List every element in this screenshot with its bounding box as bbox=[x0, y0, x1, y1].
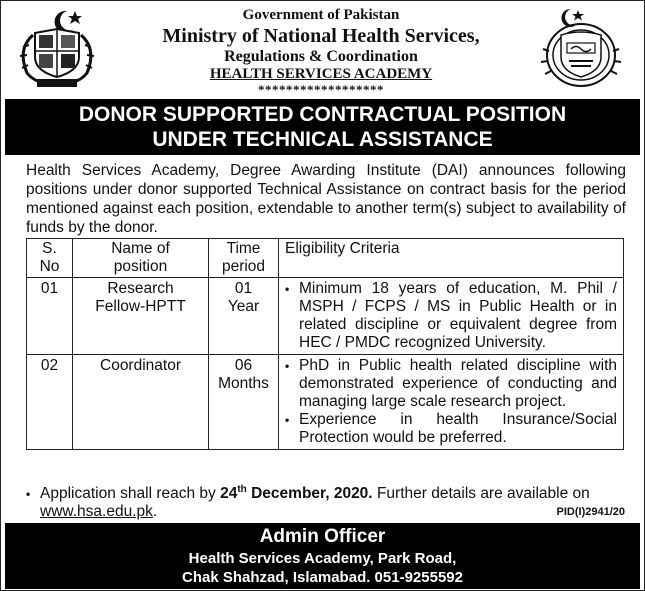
title-banner bbox=[5, 99, 640, 155]
table-header-row bbox=[27, 239, 624, 278]
criteria-text: PhD in Public health related discipline with demonstrated experience of conducting and managing large scale research project. bbox=[299, 357, 617, 410]
header-time-line1: Time bbox=[226, 240, 261, 257]
star-divider: ****************** bbox=[258, 82, 384, 97]
footer-address-line1: Health Services Academy, Park Road, bbox=[188, 550, 457, 567]
table-row bbox=[27, 355, 624, 450]
position-name-line1: Research bbox=[107, 280, 174, 297]
header-sno-line1: S. bbox=[42, 240, 57, 257]
header-eligibility: Eligibility Criteria bbox=[279, 239, 624, 278]
row-eligibility bbox=[279, 278, 624, 355]
criteria-item bbox=[285, 357, 617, 411]
deadline-date bbox=[220, 485, 373, 502]
government-title: Government of Pakistan bbox=[242, 7, 400, 23]
header-name bbox=[73, 239, 209, 278]
header-time-line2: period bbox=[221, 258, 266, 275]
criteria-item bbox=[285, 280, 617, 352]
footer-address-line2: Chak Shahzad, Islamabad. 051-9255592 bbox=[182, 569, 463, 586]
position-name-line1: Coordinator bbox=[100, 357, 181, 374]
row-eligibility bbox=[279, 355, 624, 450]
positions-table bbox=[26, 238, 624, 450]
row-time-period bbox=[209, 278, 279, 355]
row-sno: 02 bbox=[27, 355, 73, 450]
title-line-2: UNDER TECHNICAL ASSISTANCE bbox=[152, 128, 493, 151]
application-prefix: Application shall reach by bbox=[40, 485, 216, 502]
intro-paragraph: Health Services Academy, Degree Awarding Institute (DAI) announces following positions under donor supported Technical Assistance on contract basis for the period mentioned against each position, extendable to another term(s) subject to availability of funds by the donor. bbox=[26, 162, 626, 236]
state-emblem-icon bbox=[9, 5, 105, 91]
header bbox=[1, 1, 645, 97]
bullet-icon: • bbox=[285, 282, 290, 296]
application-further: Further details are available on bbox=[376, 485, 590, 502]
position-name-line2: Fellow-HPTT bbox=[95, 298, 186, 315]
deadline-day: 24 bbox=[220, 485, 238, 502]
footer-title: Admin Officer bbox=[259, 526, 386, 547]
deadline-day-suffix: th bbox=[237, 483, 247, 495]
header-sno bbox=[27, 239, 73, 278]
application-end: . bbox=[152, 503, 158, 520]
academy-title: HEALTH SERVICES ACADEMY bbox=[209, 66, 433, 82]
pid-number: PID(I)2941/20 bbox=[556, 506, 625, 518]
header-sno-line2: No bbox=[39, 258, 60, 275]
bullet-icon: • bbox=[285, 413, 290, 427]
row-position-name bbox=[73, 278, 209, 355]
time-period-value: 01 bbox=[234, 280, 253, 297]
table-row bbox=[27, 278, 624, 355]
bullet-icon: • bbox=[285, 359, 290, 373]
regulations-title: Regulations & Coordination bbox=[224, 48, 418, 65]
header-time bbox=[209, 239, 279, 278]
academy-logo-icon bbox=[531, 5, 631, 91]
header-name-line2: position bbox=[113, 258, 168, 275]
time-period-unit: Months bbox=[218, 375, 269, 392]
ministry-title: Ministry of National Health Services, bbox=[162, 25, 480, 47]
time-period-value: 06 bbox=[234, 357, 253, 374]
bullet-icon: • bbox=[26, 487, 31, 501]
header-name-line1: Name of bbox=[111, 240, 170, 257]
footer-banner bbox=[5, 523, 640, 589]
criteria-item bbox=[285, 411, 617, 447]
deadline-month-year: December, 2020. bbox=[251, 485, 373, 502]
criteria-text: Minimum 18 years of education, M. Phil / MSPH / FCPS / MS in Public Health or in related discipline or equivalent degree from HEC / PMDC recognized University. bbox=[299, 280, 617, 351]
row-position-name bbox=[73, 355, 209, 450]
website-link[interactable]: www.hsa.edu.pk bbox=[40, 503, 153, 520]
title-line-1: DONOR SUPPORTED CONTRACTUAL POSITION bbox=[78, 103, 567, 126]
row-sno: 01 bbox=[27, 278, 73, 355]
time-period-unit: Year bbox=[227, 298, 260, 315]
row-time-period bbox=[209, 355, 279, 450]
criteria-text: Experience in health Insurance/Social Protection would be preferred. bbox=[299, 411, 617, 446]
